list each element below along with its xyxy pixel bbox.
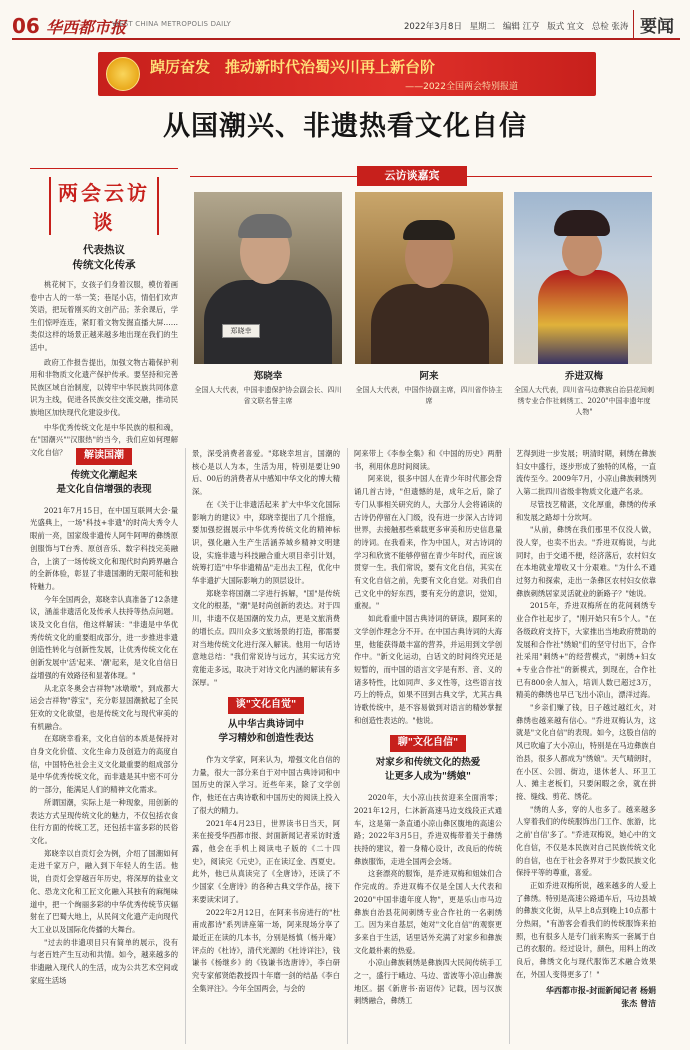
section-label: 聊"文化自信" [390,735,466,752]
masthead [12,10,680,40]
intro-title-line1: 代表热议 [83,244,125,256]
guest-description: 全国人大代表，中国作协副主席，四川省作协主席 [355,386,503,405]
section-heading-line: 对家乡和传统文化的热爱 [375,757,481,769]
proofreader-credit: 总检 张涛 [591,22,629,32]
paper-name: 华西都市报 [46,18,127,37]
special-report-banner [98,52,596,96]
article-paragraph: 这套漂亮的服饰，是乔进双梅和姐妹们合作完成的。乔进双梅不仅是全国人大代表和2020"中国非遗年度人物"，更是乐山市马边彝族自治县花间刺绣专业合作社的一名刺绣工。因为来自基层，她对"文化自信"的观察更多来自于生活，话里话外充满了对家乡和彝族文化最朴素的热爱。 [354,869,502,955]
article-paragraph: 2021年4月23日，世界读书日当天，阿来在接受华西都市报、封面新闻记者采访时透露，他会在手机上阅读电子版的《二十四史》，阅读完《元史》，正在读辽金、西夏史。此外，他已从真读完了《全唐诗》，还读了不少国家《全唐诗》的各种古典文学作品，接下来要读宋词了。 [192,818,340,904]
photo-figure [403,220,455,240]
article-paragraph: 在郑晓幸看来，文化自信的本质是保持对自身文化价值、文化生命力及创造力的高度自信，中国特色社会主义文化最重要的组成部分是中华优秀传统文化，而非遗是其中密不可分的一部分，能满足人们的精神文化需求。 [30,734,178,795]
column-divider [185,448,186,1044]
page-number: 06 [12,14,40,38]
photo-name-tag: 郑晓幸 [222,324,260,338]
guest-name: 郑晓幸 [253,371,283,382]
byline-line: 华西都市报-封面新闻记者 杨娟 [545,985,656,995]
intro-title-line2: 传统文化传承 [72,259,136,271]
article-column-2 [192,448,340,995]
designer-credit: 版式 宜文 [547,22,584,32]
guest-caption [194,368,342,407]
article-paragraph: 景，深受消费者喜爱。"郑晓幸坦言，国潮的核心是以人为本，生活为用，特别是要让90后、00后的消费者从中感知中华文化的博大精深。 [192,449,340,497]
section-heading-line: 传统文化潮起来 [70,469,138,481]
guest-caption [355,368,503,407]
section-heading-line: 是文化自信增强的表现 [56,483,152,495]
banner-sub-text: ——2022全国两会特别报道 [405,82,518,92]
article-paragraph: 在《关于让非遗活起来 扩大中华文化国际影响力的建议》中，郑晓幸提出了几个措施，要加强挖掘展示中华优秀传统文化的精神标识，强化融入生产生活涵养城乡精神文明建设，实施非遗与科技融合重大项目牵引计划，统筹打造"中华非遗精品"走出去工程，优化中华非遗扩大国际影响力的顶层设计。 [192,499,340,586]
article-paragraph: 今年全国两会，郑晓幸认真准备了12条建议，涵盖非遗活化及传承人扶持等热点问题。谈及文化自信，他这样解读："非遗是中华优秀传统文化的重要组成部分，进一步推进非遗创造性转化与创新性发展，让优秀传统文化在创新发展中'活'起来、'潮'起来，是文化自信日益增强的有效路径和显著体现。" [30,594,178,680]
section-label: 解读国潮 [76,448,132,465]
article-paragraph: "从前，彝绣在我们那里不仅没人做，没人穿，也卖不出去。"乔进双梅说，与此同时，由于交通不便，经济落后，农村妇女在本地就业增收又十分艰难。"为什么不通过努力和探索，走出一条彝区农村妇女依靠彝族刺绣居家灵活就业的新路子？"她说。 [516,525,656,598]
section-heading [30,469,178,497]
section-tag: 要闻 [633,10,680,38]
byline-line: 张杰 曾洁 [621,998,656,1008]
guest-description: 全国人大代表，中国非遗保护协会副会长、四川省文联名誉主席 [194,386,342,405]
guest-photo-alai [355,192,503,364]
article-paragraph: "绣的人多，穿的人也多了。越来越多人穿着我们的传统服饰出门工作、旅游，比之前'自信'多了。"乔进双梅说，她心中的文化自信，不仅是本民族对自己民族传统文化的自信，也在于社会各界对于少数民族文化保持平等的尊重，喜爱。 [516,804,656,878]
issue-weekday: 星期二 [469,22,496,32]
article-paragraph: 作为文学家，阿来认为，增强文化自信的力量，很大一部分来自于对中国古典诗词和中国历史的深入学习。近些年来，除了文学创作，他还在古典诗歌和中国历史的阅读上投入了很大的精力。 [192,755,340,815]
paper-name-en: WEST CHINA METROPOLIS DAILY [112,20,231,28]
article-paragraph: 2021年7月15日，在中国互联网大会·量光盛典上，一场"科技+非遗"的时尚大秀令人眼前一亮，国家级非遗传人阿牛阿呷的彝绣原创服饰与T台秀、原创音乐、数字科技完美融合，上演了一场传统文化和现代时尚跨界融合的全新体验，彰显了非遗国潮的无限可能和独特魅力。 [30,505,178,591]
section-heading-line: 学习精妙和创造性表达 [218,733,314,745]
page-headline: 从国潮兴、非遗热看文化自信 [163,111,527,142]
article-paragraph: 阿来带上《李参全集》和《中国的历史》两册书，利用休息时间阅读。 [354,449,502,471]
guest-photo-zheng [194,192,342,364]
article-paragraph: 阿来说，很多中国人在青少年时代都会背诵几首古诗，"但遗憾的是，成年之后，除了专门从事相关研究的人，大部分人会将诵读的古诗仍停留在入门级，没有进一步深入古诗词世界，去接触那些乘载更多审美和历史信息量的诗词。在我看来，作为中国人，对古诗词的学习和欣赏不能够停留在青少年时代，而应该贯穿一生。我们常说，要有文化自信，其实在有文化自信之前，先要有文化自觉。对我们自己文化中的好东西，要有充分的意识，觉知，重视。" [354,474,502,611]
issue-date: 2022年3月8日 [404,22,462,32]
guest-name: 阿来 [419,371,439,382]
guest-description: 全国人大代表，四川省马边彝族自治县花间刺绣专业合作社刺绣工、2020"中国非遗年度人物" [514,386,654,416]
article-paragraph: 如此看重中国古典诗词的研读，跟阿来的文学创作理念分不开。在中国古典诗词的大海里，他能获得最丰富的营养，并运用到文学创作中。"新文化运动，白话文的时间终究还是短暂的，而中国的语言文字是有形、音、义的诸多特性，比如同声、多义性等，这些语言技巧上的特点，如果不回到古典文学，尤其古典诗歌传统中，是不容易做到对语言的精妙掌握和创造性表达的。"他说。 [354,614,502,725]
section-heading-line: 从中华古典诗词中 [227,719,304,731]
section-label: 谈"文化自觉" [228,697,304,714]
guest-name: 乔进双梅 [564,371,603,382]
section-heading [354,756,502,784]
byline [516,984,656,1010]
photo-figure [538,270,628,364]
section-heading [192,718,340,746]
article-paragraph: 2022年2月12日，在阿来书房进行的"杜甫成都诗"系列讲座第一场，阿来现场分享了最近正在读的几本书，分别是杨慎（杨升庵）评点的《杜诗》，清代光源的《杜诗详注》，钱谦书《杨继乡》的《钱谦书选唐诗》，李白研究专家郁贤皓教授四十年磨一剑的结晶《李白全集评注》。今年全国两会，与会的 [192,907,340,993]
banner-main-text: 踔厉奋发 推动新时代治蜀兴川再上新台阶 [150,58,436,76]
article-paragraph: 2020年，大小凉山扶贫迎来全面消零；2021年12月，仁沐新高速马边支线段正式通车，这是第一条直通小凉山彝区腹地的高速公路；2022年3月5日，乔进双梅带着关于彝绣扶持的建议，着一身精心设计，改良后的传统彝族服饰，走进全国两会会场。 [354,793,502,866]
article-column-3 [354,448,502,1008]
section-heading-line: 让更多人成为"绣娘" [385,771,471,783]
guest-photo-qiaojin [514,192,652,364]
guest-section-label: 云访谈嘉宾 [357,166,467,186]
national-emblem-icon [106,57,140,91]
photo-figure [554,210,610,236]
guest-caption [514,368,654,418]
article-column-4 [516,448,656,1010]
photo-figure [238,214,292,238]
intro-title [30,243,178,273]
editor-credit: 编辑 江亨 [502,22,540,32]
article-paragraph: 2015年，乔进双梅所在的花间刺绣专业合作社起步了，"刚开始只有5个人。"在各级政府支持下，大家推出当地政府赞助的发展和合作社"绣娘"们的坚守付出下，合作社采用"刺绣+"的经营模式，"刺绣+妇女+专业合作社"的新模式，到现在，合作社已有800余人加入，培训人数已超过3万，精美的彝绣也早已飞出小凉山，漂洋过海。 [516,601,656,700]
article-paragraph: "过去的非遗项目只有简单的展示，没有与老百姓产生互动和共情。如今，越来越多的非遗融入现代人的生活，成为公共艺术空间或家庭生活场 [30,937,178,985]
article-column-1 [30,448,178,987]
article-paragraph: 小凉山彝族刺绣是彝族四大民间传统手工之一，盛行于峨边、马边、雷波等小凉山彝族地区。据《新唐书·南诏传》记载，因与汉族刺绣融合，彝绣工 [354,958,502,1006]
article-paragraph: 所谓国潮，实际上是一种现象，用创新的表达方式呈现传统文化的魅力，不仅包括衣食住行方面的传统工艺，还包括丰富多彩的民俗文化。 [30,797,178,845]
photo-figure [204,280,332,364]
article-paragraph: 尽管技艺精湛，文化厚重，彝绣的传承和发展之路却十分坎坷。 [516,499,656,522]
article-paragraph: 从北京冬奥会吉祥物"冰墩墩"，到成都大运会吉祥物"蓉宝"，充分彰显国潮掀起了全民狂欢的文化欲望，也是传统文化与现代审美的有机融合。 [30,683,178,731]
interview-series-label: 两会云访谈 [49,177,159,235]
intro-paragraph: 桃花树下，女孩子们身着汉服，模仿着画卷中古人的一举一笑；巷尾小店，情侣们欢声笑语，把玩着刚买的文创产品；茶余课后，学生们惊呼连连，紧盯着文物发掘直播大屏……类似这样的场景正越来越多地出现在我们的生活中。 [30,280,178,352]
column-divider [509,448,510,1044]
article-paragraph: 正如乔进双梅所说，越来越多的人爱上了彝绣。特别是高速公路通车后，马边县城的彝族文化街，从早上8点到晚上10点都十分热闹，"有游客会看我们的传统服饰来拍照，也有很多人是专门前来购买一套属于自己的衣服的。经过设计，颜色，用料上的改良后，彝绣文化与现代服饰艺术融合效果在，外国人变得更多了！" [516,880,656,979]
photo-figure [371,284,489,364]
article-paragraph: 郑晓幸以自贡灯会为例，介绍了国潮如何走进千家万户，融入到下年轻人的生活。他说，自贡灯会穿越百年历史，将深厚的盐业文化、恐龙文化和工匠文化融入其独有的麻绳味道中，把一个绚丽多彩的中华优秀传统节庆辐射在了巴蜀大地上，从民间文化遗产走向现代大工业以及国际化传播的大舞台。 [30,848,178,934]
column-divider [347,448,348,1044]
article-paragraph: 艺得到进一步发展；明清时期，刺绣在彝族妇女中盛行，逐步形成了独特的风格，一直流传至今。2009年7月，小凉山彝族刺绣列入第二批四川省级非物质文化遗产名录。 [516,449,656,497]
issue-info [404,20,633,32]
intro-paragraph: 中华优秀传统文化是中华民族的根和魂，在"国潮兴""汉服热"的当今，我们应如何理解文化自信？ [30,422,178,457]
article-paragraph: 郑晓幸将国潮二字进行拆解，"国"是传统文化的根基，"潮"是时尚创新的表达。对于四川，非遗不仅是国潮的发力点，更是文旅消费的增长点。四川众多文旅场景的打造，都需要对当地传统文化进行深入解读。他用一句话诗意地总结："我们常说诗与远方，其实远方究竟能走多远，取决于对诗文化内涵的解读有多深厚。" [192,588,340,687]
intro-paragraph: 政府工作报告提出，加强文物古籍保护利用和非物质文化遗产保护传承。要坚持和完善民族区域自治制度，以铸牢中华民族共同体意识为主线，促进各民族交往交流交融，推动民族地区加快现代化建设步伐。 [30,357,178,417]
article-paragraph: "乡亲们赚了钱，日子越过越红火，对彝绣也越来越有信心。"乔进双梅认为，这就是"文化自信"的表现。如今，这股自信的风已吹遍了大小凉山，特别是在马边彝族自治县，很多人都成为"绣娘"。天气晴朗时，在小区、公园、街边，退休老人、环卫工人、摊主老板们，只要闲暇之余，就在拼接、缝线、剪花、绣花。 [516,703,656,801]
